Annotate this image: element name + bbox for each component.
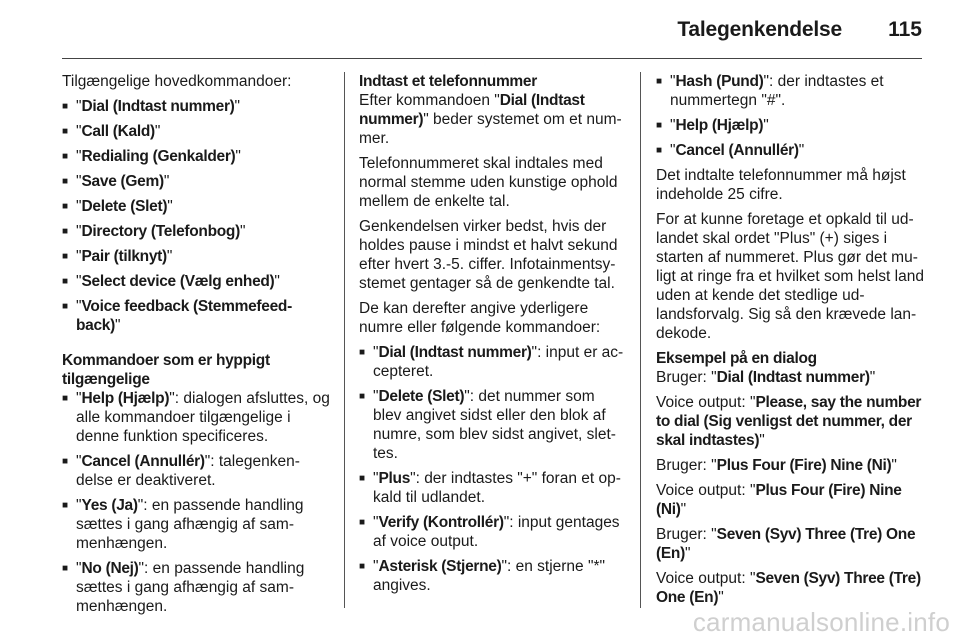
- list-item: ■ "Verify (Kontrollér)": input gentages af voice output.: [359, 513, 625, 551]
- paragraph: Genkendelsen virker bedst, hvis der holdes pause i mindst et halvt sekund efter hvert 3.-5. ciffer. Infotainmentsy-stemet gentager så de genkendte tal.: [359, 218, 618, 292]
- page-header: [62, 18, 922, 58]
- column-divider-1: [344, 72, 345, 608]
- list-item: ■ "No (Nej)": en passende handling sættes i gang afhængig af sam-menhængen.: [62, 559, 334, 616]
- list-item: ■ "Yes (Ja)": en passende handling sættes i gang afhængig af sam-menhængen.: [62, 496, 334, 553]
- column-2: [359, 72, 625, 601]
- column-1: [62, 72, 334, 622]
- list-item: ■ "Asterisk (Stjerne)": en stjerne "*" angives.: [359, 557, 625, 595]
- list-item: ■ "Cancel (Annullér)": talegenken-delse er deaktiveret.: [62, 452, 334, 490]
- column-3: [656, 72, 924, 613]
- list-item: ■ "Call (Kald)": [62, 122, 334, 141]
- section-heading: Indtast et telefonnummer: [359, 73, 537, 90]
- main-commands-intro: Tilgængelige hovedkommandoer:: [62, 73, 292, 90]
- list-item: ■ "Directory (Telefonbog)": [62, 222, 334, 241]
- dialog-line: Voice output: "Please, say the number to dial (Sig venligst det nummer, der skal indtastes)": [656, 394, 922, 449]
- frequent-commands-heading: Kommandoer som er hyppigt tilgængelige: [62, 352, 270, 388]
- page-title: Talegenkendelse: [677, 18, 842, 41]
- column-divider-2: [640, 72, 641, 608]
- paragraph: Telefonnummeret skal indtales med normal stemme uden kunstige ophold mellem de enkelte tal.: [359, 155, 618, 210]
- more-commands-list: [656, 72, 924, 160]
- paragraph: For at kunne foretage et opkald til ud-landet skal ordet "Plus" (+) siges i starten af nummeret. Plus gør det mu-ligt at ringe fra et hvilket som helst land uden at kende det stedlige ud-landsforvalg. Sig så den krævede lan-dekode.: [656, 211, 924, 342]
- dialog-line: Bruger: "Dial (Indtast nummer)": [656, 369, 876, 386]
- number-commands-list: [359, 343, 625, 595]
- paragraph: Det indtalte telefonnummer må højst indeholde 25 cifre.: [656, 167, 906, 203]
- list-item: ■ "Help (Hjælp)": dialogen afsluttes, og alle kommandoer tilgængelige i denne funktion specificeres.: [62, 389, 334, 446]
- list-item: ■ "Delete (Slet)": det nummer som blev angivet sidst eller den blok af numre, som blev sidst angivet, slet-tes.: [359, 387, 625, 463]
- list-item: ■ "Pair (tilknyt)": [62, 247, 334, 266]
- example-heading: Eksempel på en dialog: [656, 350, 817, 367]
- paragraph: De kan derefter angive yderligere numre eller følgende kommandoer:: [359, 300, 601, 336]
- list-item: ■ "Delete (Slet)": [62, 197, 334, 216]
- dialog-line: Bruger: "Seven (Syv) Three (Tre) One (En)": [656, 526, 916, 562]
- page-number: 115: [888, 18, 922, 41]
- paragraph: Efter kommandoen "Dial (Indtast nummer)" beder systemet om et num-mer.: [359, 92, 622, 147]
- list-item: ■ "Save (Gem)": [62, 172, 334, 191]
- frequent-commands-list: [62, 389, 334, 616]
- list-item: ■ "Plus": der indtastes "+" foran et op-kald til udlandet.: [359, 469, 625, 507]
- list-item: ■ "Voice feedback (Stemmefeed-back)": [62, 297, 334, 335]
- dialog-line: Bruger: "Plus Four (Fire) Nine (Ni)": [656, 457, 897, 474]
- list-item: ■ "Select device (Vælg enhed)": [62, 272, 334, 291]
- dialog-line: Voice output: "Seven (Syv) Three (Tre) One (En)": [656, 570, 921, 606]
- list-item: ■ "Redialing (Genkalder)": [62, 147, 334, 166]
- list-item: ■ "Help (Hjælp)": [656, 116, 924, 135]
- list-item: ■ "Dial (Indtast nummer)": [62, 97, 334, 116]
- header-divider: [62, 58, 922, 59]
- list-item: ■ "Cancel (Annullér)": [656, 141, 924, 160]
- list-item: ■ "Hash (Pund)": der indtastes et nummertegn "#".: [656, 72, 924, 110]
- watermark: carmanualsonline.info: [692, 607, 950, 637]
- dialog-line: Voice output: "Plus Four (Fire) Nine (Ni)": [656, 482, 902, 518]
- list-item: ■ "Dial (Indtast nummer)": input er ac-cepteret.: [359, 343, 625, 381]
- main-commands-list: [62, 97, 334, 335]
